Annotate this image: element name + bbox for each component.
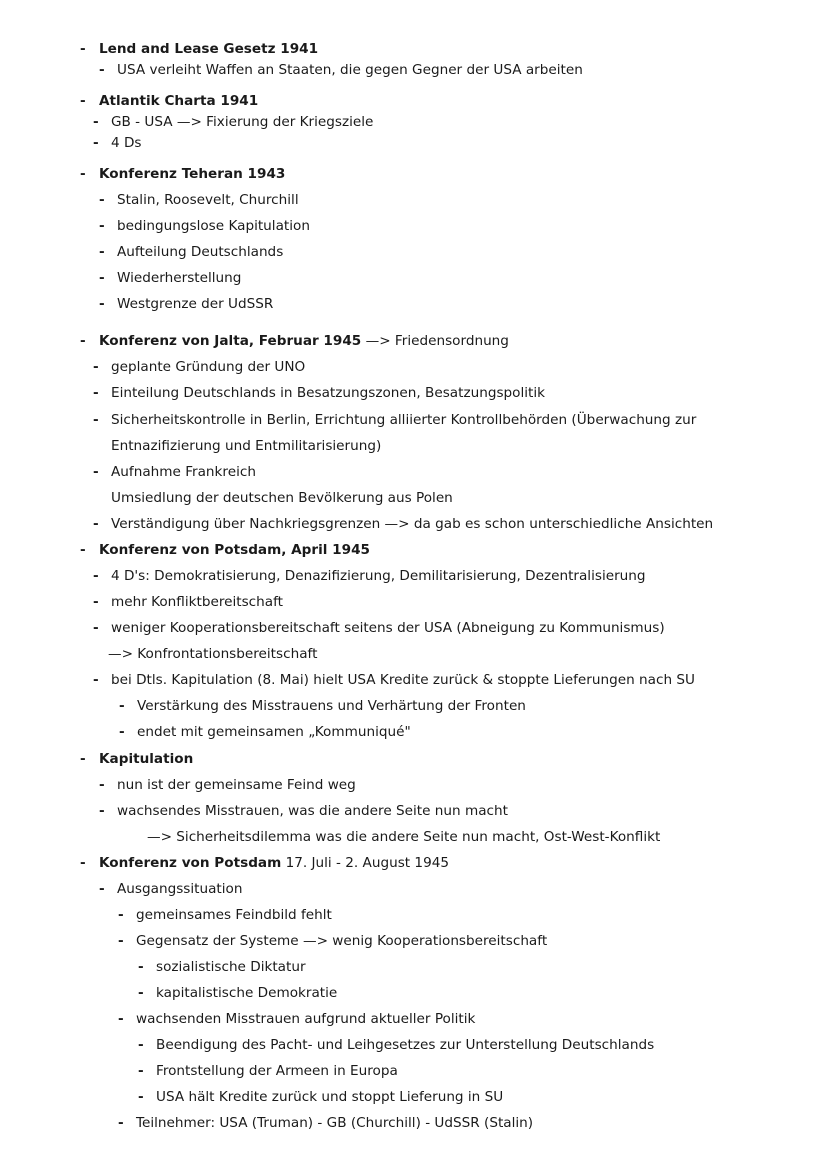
list-item: - Stalin, Roosevelt, Churchill (99, 192, 299, 208)
list-item-arrow: —> Konfrontationsbereitschaft (108, 646, 318, 662)
list-item: - GB - USA —> Fixierung der Kriegsziele (93, 114, 374, 130)
list-item: - Frontstellung der Armeen in Europa (138, 1063, 398, 1079)
list-item: - Verstärkung des Misstrauens und Verhärtung der Fronten (119, 698, 526, 714)
list-item: - 4 Ds (93, 135, 142, 151)
list-item: - Wiederherstellung (99, 270, 242, 286)
list-item: - Verständigung über Nachkriegsgrenzen —> da gab es schon unterschiedliche Ansichten (93, 516, 714, 532)
heading-jalta: - Konferenz von Jalta, Februar 1945 —> Friedensordnung (80, 333, 509, 349)
list-item: - wachsenden Misstrauen aufgrund aktueller Politik (118, 1011, 476, 1027)
list-item: - Ausgangssituation (99, 881, 243, 897)
list-item: - nun ist der gemeinsame Feind weg (99, 777, 356, 793)
list-item: - bedingungslose Kapitulation (99, 218, 310, 234)
list-item: - wachsendes Misstrauen, was die andere Seite nun macht (99, 803, 508, 819)
list-item-continuation: Entnazifizierung und Entmilitarisierung) (111, 438, 382, 454)
heading-lend-lease: - Lend and Lease Gesetz 1941 (80, 41, 319, 57)
heading-kapitulation: - Kapitulation (80, 751, 194, 767)
list-item: - weniger Kooperationsbereitschaft seitens der USA (Abneigung zu Kommunismus) (93, 620, 665, 636)
heading-atlantik-charta: - Atlantik Charta 1941 (80, 93, 259, 109)
list-item: - USA verleiht Waffen an Staaten, die gegen Gegner der USA arbeiten (99, 62, 583, 78)
list-item: - kapitalistische Demokratie (138, 985, 338, 1001)
list-item: - mehr Konfliktbereitschaft (93, 594, 283, 610)
list-item: - gemeinsames Feindbild fehlt (118, 907, 332, 923)
heading-teheran: - Konferenz Teheran 1943 (80, 166, 286, 182)
list-item: - Westgrenze der UdSSR (99, 296, 274, 312)
list-item: - USA hält Kredite zurück und stoppt Lieferung in SU (138, 1089, 504, 1105)
heading-potsdam-juli: - Konferenz von Potsdam 17. Juli - 2. August 1945 (80, 855, 450, 871)
list-item: - Aufteilung Deutschlands (99, 244, 284, 260)
list-item-continuation: Umsiedlung der deutschen Bevölkerung aus Polen (111, 490, 453, 506)
list-item-arrow: —> Sicherheitsdilemma was die andere Seite nun macht, Ost-West-Konflikt (147, 829, 661, 845)
list-item: - bei Dtls. Kapitulation (8. Mai) hielt USA Kredite zurück & stoppte Lieferungen nach SU (93, 672, 695, 688)
list-item: - geplante Gründung der UNO (93, 359, 306, 375)
list-item: - Gegensatz der Systeme —> wenig Kooperationsbereitschaft (118, 933, 548, 949)
list-item: - 4 D's: Demokratisierung, Denazifizierung, Demilitarisierung, Dezentralisierung (93, 568, 646, 584)
list-item: - Sicherheitskontrolle in Berlin, Errichtung alliierter Kontrollbehörden (Überwachung zur (93, 412, 697, 428)
list-item: - Einteilung Deutschlands in Besatzungszonen, Besatzungspolitik (93, 385, 546, 401)
list-item: - Beendigung des Pacht- und Leihgesetzes zur Unterstellung Deutschlands (138, 1037, 655, 1053)
list-item: - sozialistische Diktatur (138, 959, 306, 975)
heading-potsdam-april: - Konferenz von Potsdam, April 1945 (80, 542, 370, 558)
list-item: - Aufnahme Frankreich (93, 464, 256, 480)
list-item: - endet mit gemeinsamen „Kommuniqué" (119, 724, 411, 740)
list-item: - Teilnehmer: USA (Truman) - GB (Churchill) - UdSSR (Stalin) (118, 1115, 534, 1131)
